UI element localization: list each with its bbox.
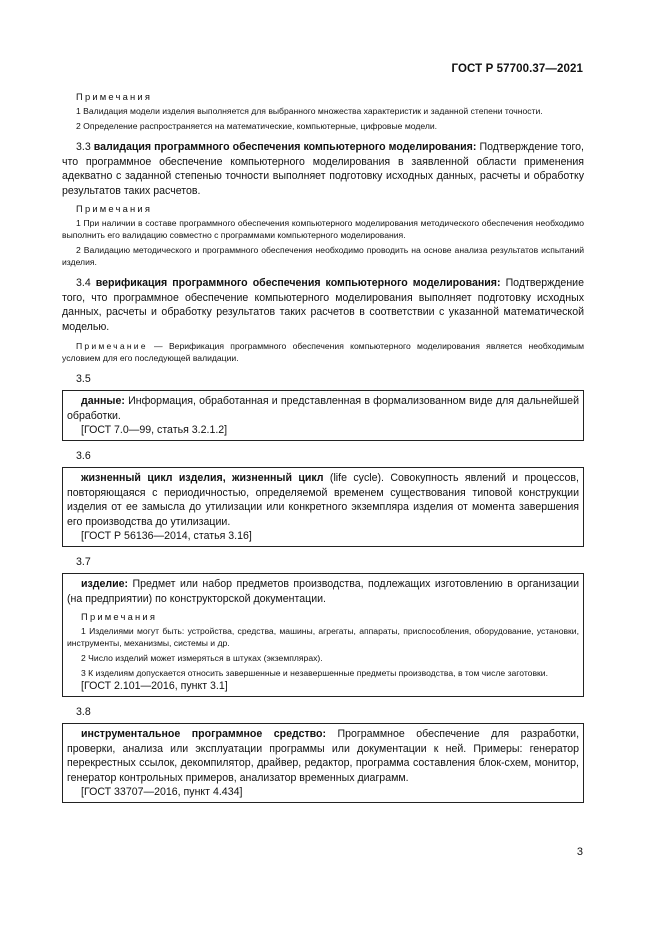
term-definition: (life cycle). Совокупность явлений и процессов, повторяющаяся с периодичностью, определяемой временем существования типовой конструкции изделия от ее замысла до утилизации или конкретного экземпляра изделия от момента завершения его производства до утилизации.	[67, 472, 580, 528]
source-reference: [ГОСТ Р 56136—2014, статья 3.16]	[81, 530, 252, 542]
term-box-3-6	[62, 467, 584, 547]
term-name: валидация программного обеспечения компьютерного моделирования:	[93, 141, 477, 153]
term-box-3-8	[62, 723, 584, 803]
term-definition: Предмет или набор предметов производства, подлежащих изготовлению в организации (на предприятии) по конструкторской документации.	[67, 578, 579, 605]
note-body: — Верификация программного обеспечения компьютерного моделирования является необходимым условием для его последующей валидации.	[62, 341, 584, 363]
term-definition: Информация, обработанная и представленная в формализованном виде для дальнейшей обработки.	[67, 395, 579, 422]
term-entry	[67, 471, 579, 529]
notes-heading: Примечания	[76, 91, 153, 102]
section-number: 3.8	[76, 706, 91, 718]
section-number: 3.4	[76, 277, 91, 289]
note-text	[62, 340, 584, 364]
note-text: 1 При наличии в составе программного обеспечения компьютерного моделирования методического обеспечения необходимо выполнить его валидацию совместно с программами компьютерного моделирования.	[62, 218, 584, 240]
term-name: данные:	[81, 395, 125, 407]
term-entry-3-3	[62, 140, 584, 198]
page-content	[62, 91, 584, 803]
section-number: 3.5	[76, 373, 91, 385]
note-label: Примечание	[76, 341, 148, 351]
note-text: 2 Число изделий может измеряться в штуках (экземплярах).	[81, 653, 323, 663]
section-number: 3.7	[76, 556, 91, 568]
source-reference: [ГОСТ 33707—2016, пункт 4.434]	[81, 786, 243, 798]
term-entry	[67, 577, 579, 606]
section-number: 3.3	[76, 141, 91, 153]
term-definition: Программное обеспечение для разработки, проверки, анализа или эксплуатации программы или документации к ней. Примеры: генератор перекрестных ссылок, декомпилятор, драйвер, редактор, программа составления блок-схем, монитор, генератор контрольных примеров, анализатор временных диаграмм.	[67, 728, 580, 784]
section-number: 3.6	[76, 450, 91, 462]
note-text: 2 Валидацию методического и программного обеспечения необходимо проводить на основе анализа результатов испытаний изделия.	[62, 245, 584, 267]
source-reference: [ГОСТ 2.101—2016, пункт 3.1]	[81, 680, 228, 692]
term-box-3-7	[62, 573, 584, 697]
document-id: ГОСТ Р 57700.37—2021	[451, 63, 583, 75]
note-text: 2 Определение распространяется на математические, компьютерные, цифровые модели.	[76, 121, 438, 131]
source-reference: [ГОСТ 7.0—99, статья 3.2.1.2]	[81, 424, 228, 436]
term-entry	[67, 394, 579, 423]
note-text: 1 Изделиями могут быть: устройства, средства, машины, агрегаты, аппараты, приспособления, оборудование, установки, инструменты, механизмы, системы и др.	[67, 626, 579, 648]
term-name: верификация программного обеспечения компьютерного моделирования:	[95, 277, 501, 289]
term-entry	[67, 727, 579, 785]
term-name: жизненный цикл изделия, жизненный цикл	[81, 472, 324, 484]
term-definition: Подтверждение того, что программное обеспечение компьютерного моделирования выполняет подготовку исходных данных, расчеты и обработку результатов таких расчетов в соответствии с указанной математической моделью.	[62, 277, 584, 333]
term-name: инструментальное программное средство:	[81, 728, 327, 740]
term-name: изделие:	[81, 578, 129, 590]
term-entry-3-4	[62, 276, 584, 334]
note-text: 3 К изделиям допускается относить завершенные и незавершенные предметы производства, в том числе заготовки.	[81, 668, 548, 678]
notes-heading: Примечания	[76, 203, 153, 214]
notes-heading: Примечания	[81, 611, 158, 622]
page-number: 3	[576, 846, 583, 858]
term-box-3-5	[62, 390, 584, 441]
term-definition: Подтверждение того, что программное обеспечение компьютерного моделирования в заявленной области применения адекватно с заданной степенью точности выполняет подготовку исходных данных, расчеты и обработку результатов таких расчетов.	[62, 141, 585, 197]
note-text: 1 Валидация модели изделия выполняется для выбранного множества характеристик и заданной степени точности.	[76, 106, 543, 116]
